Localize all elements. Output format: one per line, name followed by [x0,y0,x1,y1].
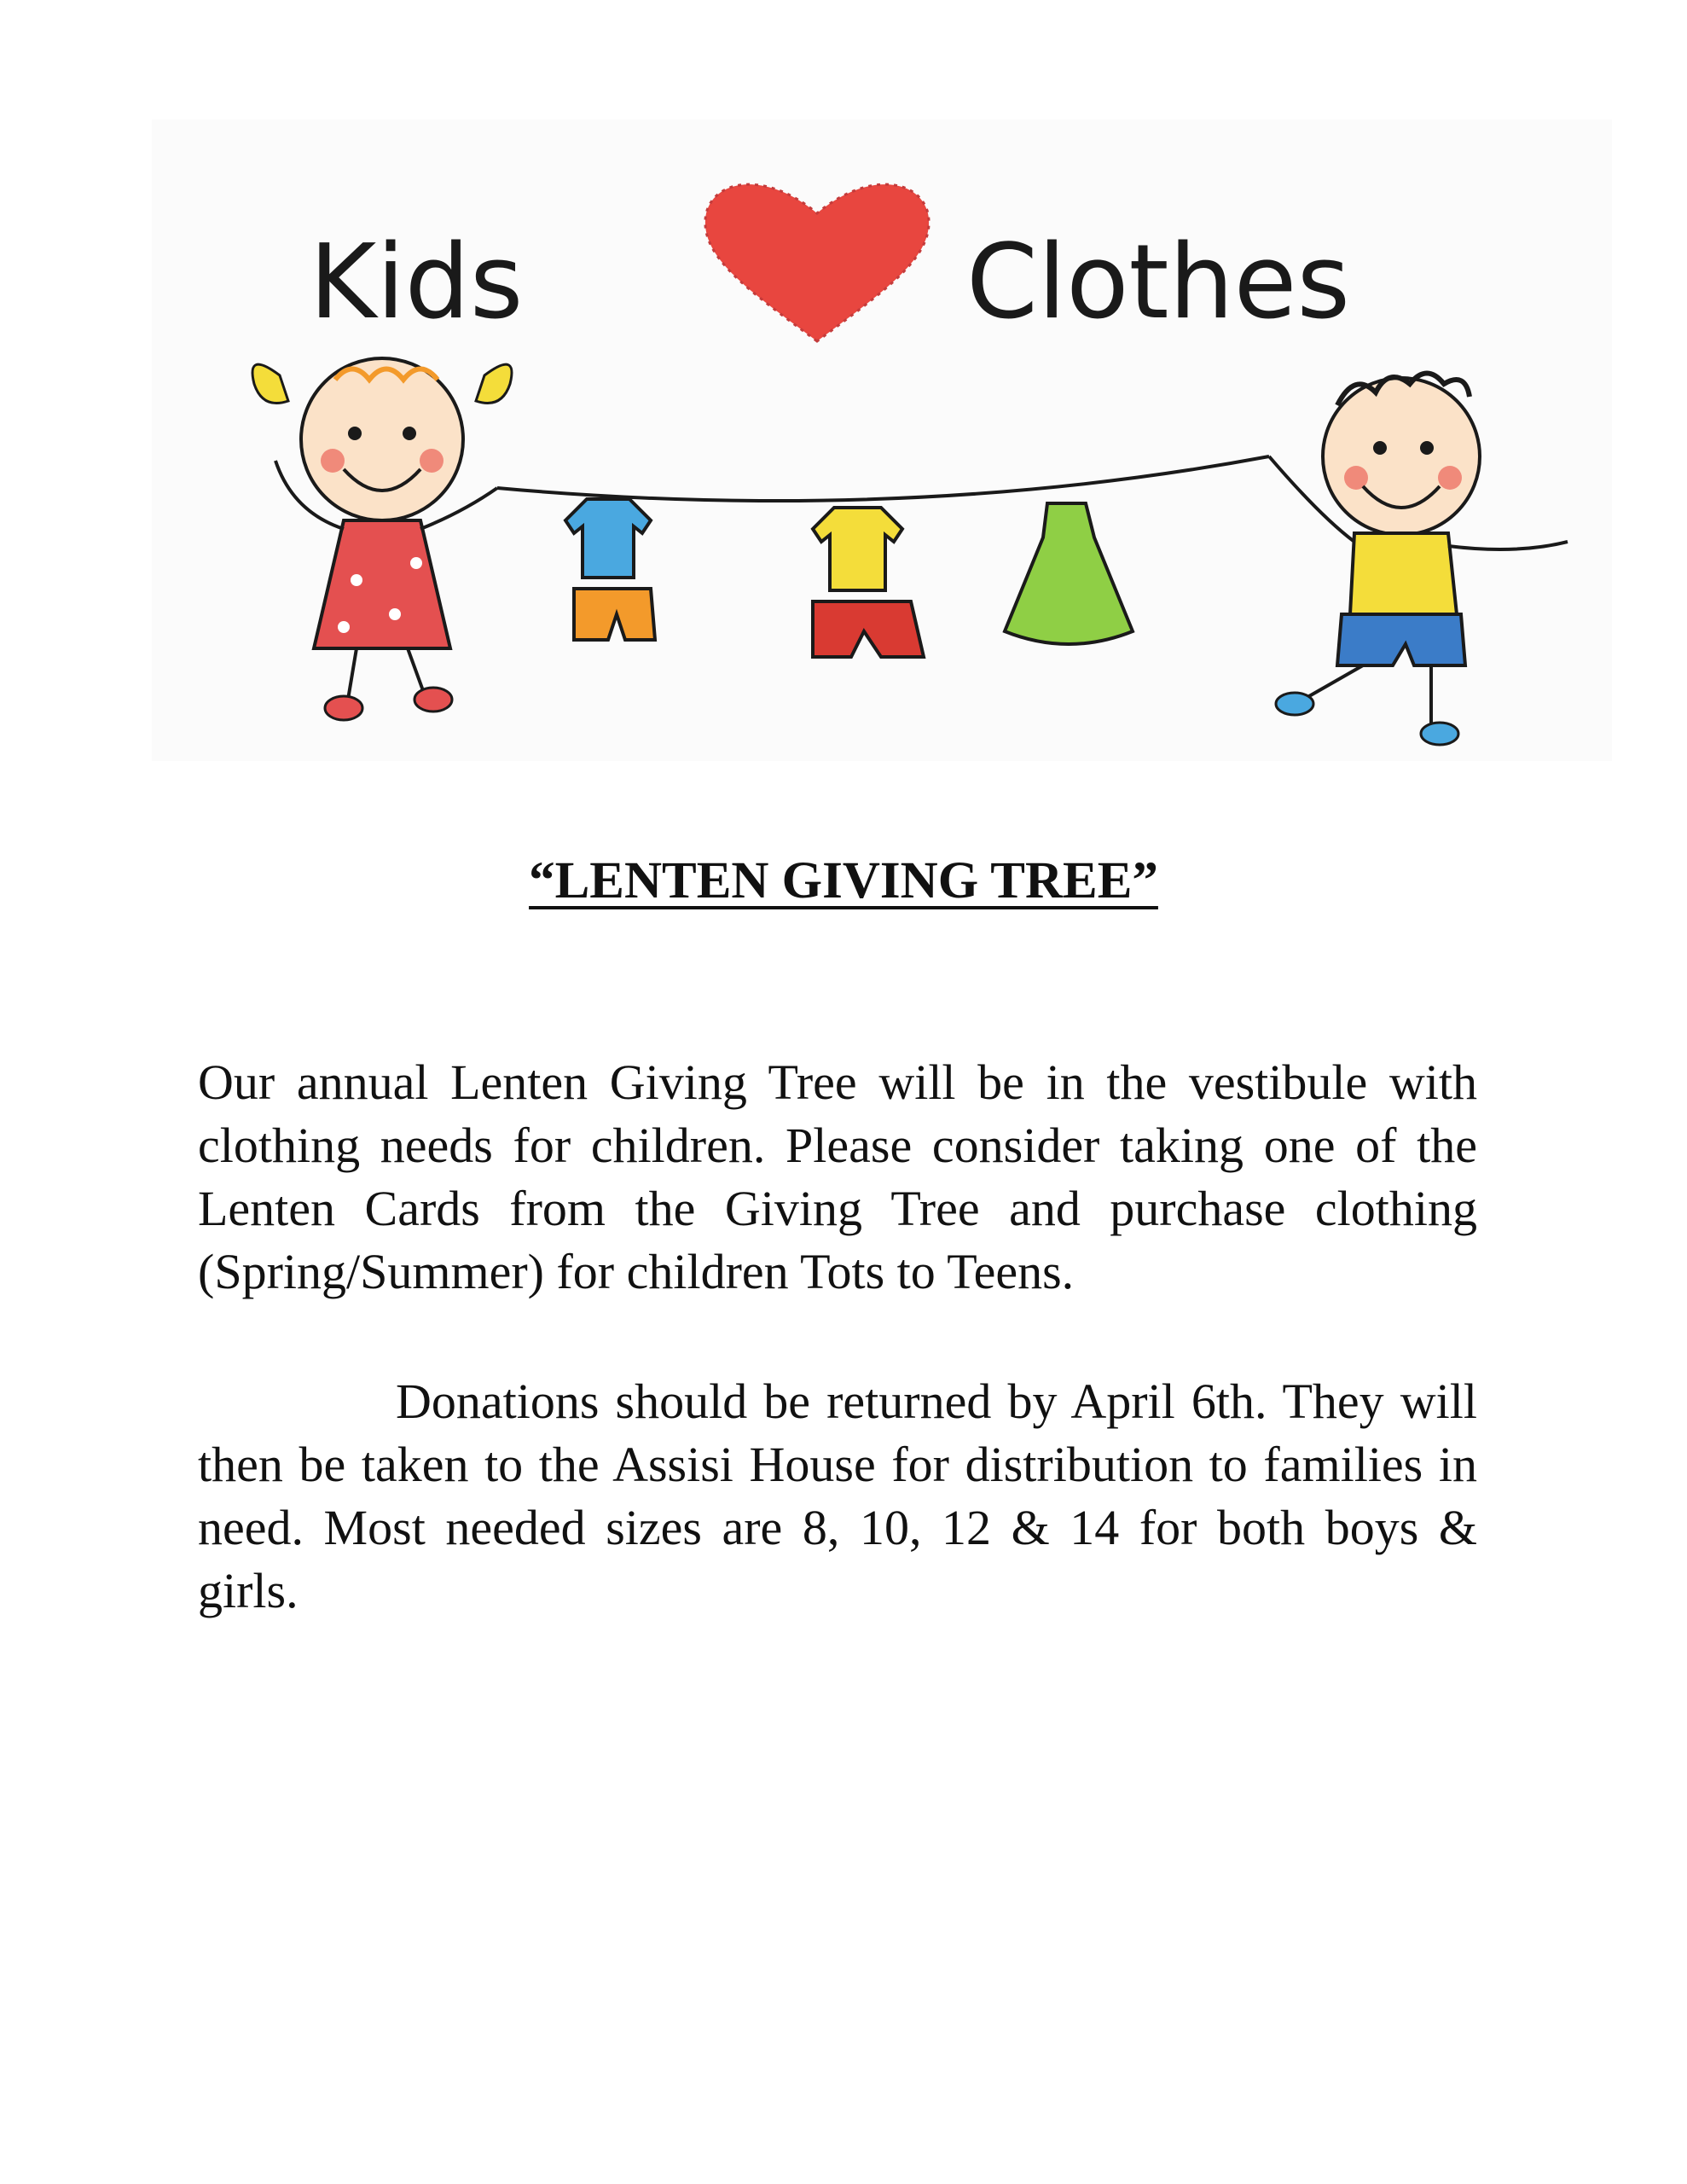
kids-love-clothes-banner [152,119,1612,761]
banner-word-clothes: Clothes [966,224,1350,342]
paragraph-intro: Our annual Lenten Giving Tree will be in the vestibule with clothing needs for children. Please consider taking one of the Lenten Cards from the Giving Tree and purchase clothing (Spring/Summer) for children Tots to Teens. [198,1054,1477,1299]
banner-word-kids: Kids [309,224,524,342]
blue-shirt-orange-shorts-icon [565,499,655,640]
girl-illustration [252,358,512,720]
heart-icon [705,184,929,341]
green-dress-icon [1005,503,1133,644]
boy-illustration [1269,374,1568,746]
yellow-shirt-red-shorts-icon [813,508,924,657]
clothesline-icon [497,456,1269,501]
paragraph-donations: Donations should be returned by April 6th. They will then be taken to the Assisi House for distribution to families in need. Most needed sizes are 8, 10, 12 & 14 for both boys & girls. [198,1374,1477,1618]
page-title: “LENTEN GIVING TREE” [529,852,1158,909]
